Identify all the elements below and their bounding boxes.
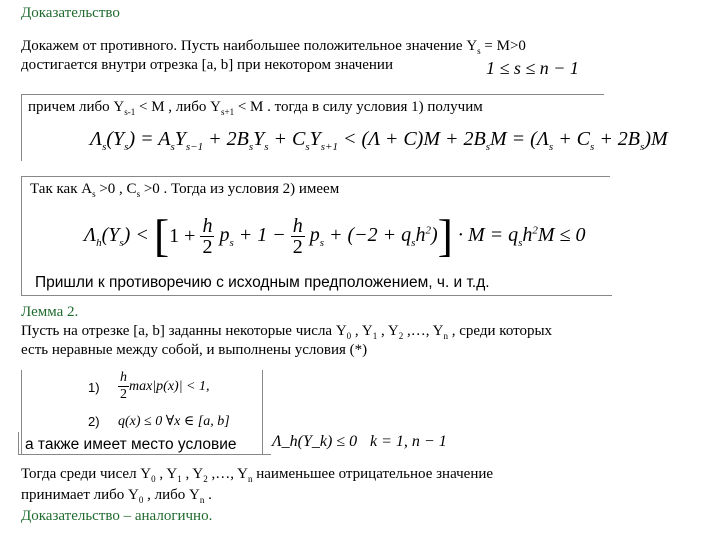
proof-similar: Доказательство – аналогично. [21,508,213,524]
proof-line-2: достигается внутри отрезка [a, b] при некотором значении [21,57,393,73]
formula-1: $\Lambda_s(Y_s) = A_sY_{s-1} + 2B_sY_s + C_sY_{s+1} < (\Lambda + C)M + 2B_sM = (\Lambda_s + C_s + 2B_s)M$ [90,128,668,153]
lemma-sub-n: n [443,331,449,341]
formula-3b: k = 1, n − 1 [370,433,447,450]
formula-2: $\Lambda_h(Y_s)$ < [ 1 + $\frac{h}{2}$ $p_s + 1$ − $\frac{h}{2}$ $p_s + (-2 + q_sh^2)$ ] · $M = q_sh^2M \le 0$ [84,210,586,261]
lemma-l1-c: , Y [377,323,399,339]
line3-part-c: < M . тогда в силу условия 1) получим [234,99,483,115]
line4-part-b: >0 , C [95,181,137,197]
final-l1-a: Тогда среди чисел Y [21,466,152,482]
lemma-sub-1: 1 [372,331,378,341]
line3-part-b: < M , либо Y [135,99,222,115]
lemma-line-2: есть неравные между собой, и выполнены условия (*) [21,342,368,358]
lemma-l1-e: , среди которых [448,323,553,339]
formula-3a: Λ_h(Y_k) ≤ 0 [272,433,358,450]
line3-sub-2: s+1 [221,107,235,117]
proof-line-4 [30,181,339,203]
final-l1-c: , Y [181,466,204,482]
lemma-l1-a: Пусть на отрезке [a, b] заданны некоторые числа Y [21,323,347,339]
cond1-text: max|p(x)| < 1, [129,378,210,394]
final-sub-0: 0 [151,474,156,484]
final-line-2 [21,487,212,509]
final-sub-2: 2 [203,474,208,484]
final-l2-a: принимает либо Y [21,487,139,503]
proof-line-1-text: Докажем от противного. Пусть наибольшее положительное значение Y [21,38,478,54]
contradiction-text: Пришли к противоречию с исходным предположением, ч. и т.д. [35,274,490,291]
line4-sub-1: s [92,189,96,199]
final-line-1 [21,466,693,488]
line3-part-a: причем либо Y [28,99,125,115]
proof-line-3 [28,99,483,121]
ys-subscript: s [477,46,481,56]
lemma-sub-0: 0 [346,331,352,341]
proof-line-1-end: = M>0 [480,38,526,54]
proof-heading: Доказательство [21,5,120,21]
lemma-l1-d: ,…, Y [403,323,444,339]
line4-part-c: >0 . Тогда из условия 2) имеем [140,181,340,197]
cond2-label: 2) [88,414,100,429]
also-condition-box [18,432,271,455]
final-l2-sub-n: n [199,495,205,505]
final-l2-c: . [204,487,212,503]
line4-sub-2: s [136,189,141,199]
lemma-l1-b: , Y [351,323,373,339]
line4-part-a: Так как A [30,181,93,197]
lemma-title: Лемма 2. [21,304,79,320]
final-sub-n: n [248,474,253,484]
lemma-sub-2: 2 [398,331,404,341]
final-l2-b: , либо Y [143,487,200,503]
cond1-label: 1) [88,380,100,395]
range-formula: 1 ≤ s ≤ n − 1 [486,58,579,78]
contradiction-box [21,271,612,296]
condition-2: q(x) ≤ 0 ∀x ∈ [a, b] [118,414,230,429]
final-l1-e: наименьшее отрицательное значение [252,466,494,482]
final-sub-1: 1 [177,474,182,484]
final-l1-b: , Y [155,466,178,482]
also-condition-text: а также имеет место условие [25,436,237,453]
final-l2-sub-0: 0 [138,495,144,505]
line3-sub-1: s-1 [124,107,136,117]
final-l1-d: ,…, Y [207,466,248,482]
condition-1: $\frac{h}{2}$ max|p(x)| < 1, [120,370,210,402]
